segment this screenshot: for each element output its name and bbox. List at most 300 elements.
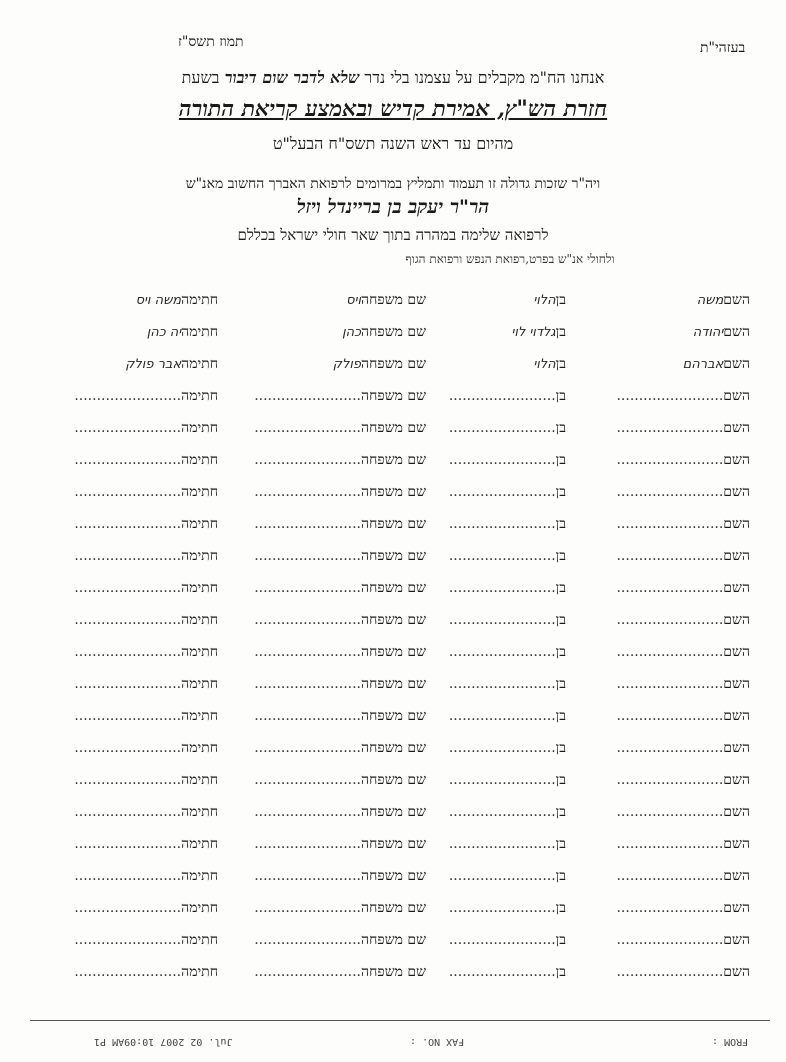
father-name-field-label: בן — [555, 708, 566, 724]
family-name-field[interactable] — [254, 580, 426, 597]
father-name-field-value: ........................ — [448, 388, 556, 404]
father-name-field[interactable] — [449, 388, 566, 405]
signature-field-label: חתימה — [181, 708, 218, 724]
family-name-field[interactable] — [254, 516, 426, 533]
signature-field-value: אבר פולק — [125, 357, 182, 372]
form-row — [0, 324, 786, 348]
signature-field-label: חתימה — [181, 676, 218, 692]
name-field-value: ........................ — [616, 484, 724, 500]
name-field-label: השם — [723, 964, 750, 980]
family-name-field-value: ........................ — [254, 516, 362, 532]
name-field-label: השם — [723, 900, 750, 916]
father-name-field[interactable] — [449, 516, 566, 533]
name-field[interactable] — [616, 548, 750, 565]
family-name-field-value: ........................ — [254, 580, 362, 596]
family-name-field-label: שם משפחה — [361, 452, 426, 468]
name-field-value: ........................ — [616, 772, 724, 788]
signature-field-value: ........................ — [74, 740, 182, 756]
signature-field-label: חתימה — [181, 420, 218, 436]
father-name-field-value: ........................ — [448, 420, 556, 436]
dedication-line: ויה"ר שזכות גדולה זו תעמוד ותמליץ במרומים לרפואת האברך החשוב מאנ"ש — [185, 176, 601, 192]
signature-field-label: חתימה — [181, 964, 218, 980]
header-bsd: בעזהי"ת — [700, 40, 746, 56]
signature-field-value: ........................ — [74, 932, 182, 948]
form-row — [0, 644, 786, 668]
father-name-field[interactable] — [533, 356, 566, 373]
father-name-field-label: בן — [555, 772, 566, 788]
family-name-field-label: שם משפחה — [361, 900, 426, 916]
father-name-field[interactable] — [449, 804, 566, 821]
name-field-label: השם — [723, 420, 750, 436]
father-name-field[interactable] — [449, 452, 566, 469]
father-name-field-value: ........................ — [448, 740, 556, 756]
father-name-field-value: ........................ — [448, 836, 556, 852]
family-name-field-value: ........................ — [254, 548, 362, 564]
family-name-field[interactable] — [254, 548, 426, 565]
name-field-label: השם — [723, 868, 750, 884]
name-field-label: השם — [723, 676, 750, 692]
father-name-field-value: ........................ — [448, 708, 556, 724]
form-row — [0, 420, 786, 444]
father-name-field-value: ........................ — [448, 868, 556, 884]
name-field-value: אברהם — [682, 357, 724, 372]
name-field-label: השם — [723, 804, 750, 820]
name-field-value: ........................ — [616, 452, 724, 468]
family-name-field[interactable] — [333, 356, 426, 373]
family-name-field[interactable] — [254, 900, 426, 917]
family-name-field-value: כהן — [342, 325, 362, 340]
name-field-label: השם — [723, 388, 750, 404]
name-field[interactable] — [616, 452, 750, 469]
signature-field-value: ........................ — [74, 580, 182, 596]
family-name-field[interactable] — [254, 484, 426, 501]
name-field-value: יהודה — [692, 325, 724, 340]
name-field[interactable] — [616, 932, 750, 949]
fax-datetime: Jul. 02 2007 10:09AM P1 — [94, 1036, 233, 1047]
father-name-field[interactable] — [449, 484, 566, 501]
father-name-field[interactable] — [449, 836, 566, 853]
form-row — [0, 900, 786, 924]
family-name-field[interactable] — [254, 420, 426, 437]
name-field[interactable] — [616, 612, 750, 629]
signature-field-value: ........................ — [74, 804, 182, 820]
name-field[interactable] — [616, 836, 750, 853]
father-name-field[interactable] — [449, 644, 566, 661]
healing-line-2: ולחולי אנ"ש בפרט,רפואת הנפש ורפואת הגוף — [405, 252, 615, 266]
form-row — [0, 484, 786, 508]
form-row — [0, 452, 786, 476]
name-field[interactable] — [616, 708, 750, 725]
signature-field-value: ........................ — [74, 964, 182, 980]
name-field-value: ........................ — [616, 836, 724, 852]
father-name-field-value: ........................ — [448, 612, 556, 628]
fax-from: FROM : — [712, 1036, 749, 1047]
father-name-field-label: בן — [555, 356, 566, 372]
signature-field[interactable] — [147, 324, 218, 341]
form-row — [0, 772, 786, 796]
father-name-field-value: ........................ — [448, 644, 556, 660]
father-name-field-label: בן — [555, 900, 566, 916]
father-name-field[interactable] — [511, 324, 566, 341]
father-name-field[interactable] — [449, 964, 566, 981]
family-name-field-label: שם משפחה — [361, 836, 426, 852]
signature-field[interactable] — [74, 388, 218, 405]
signature-field-label: חתימה — [181, 388, 218, 404]
father-name-field-label: בן — [555, 452, 566, 468]
form-row — [0, 580, 786, 604]
name-field[interactable] — [616, 804, 750, 821]
name-field-value: ........................ — [616, 964, 724, 980]
name-field[interactable] — [697, 292, 750, 309]
father-name-field-value: ........................ — [448, 452, 556, 468]
name-field-label: השם — [723, 516, 750, 532]
father-name-field-label: בן — [555, 644, 566, 660]
signature-field[interactable] — [136, 292, 218, 309]
family-name-field-label: שם משפחה — [361, 484, 426, 500]
family-name-field[interactable] — [254, 868, 426, 885]
signature-field[interactable] — [74, 644, 218, 661]
father-name-field-label: בן — [555, 612, 566, 628]
signature-field-label: חתימה — [181, 836, 218, 852]
form-row — [0, 676, 786, 700]
declaration-title: חזרת הש"ץ, אמירת קדיש ובאמצע קריאת התורה — [178, 96, 608, 122]
father-name-field-label: בן — [555, 292, 566, 308]
family-name-field-value: ........................ — [254, 420, 362, 436]
footer-divider — [30, 1020, 770, 1021]
family-name-field-value: ויס — [346, 293, 362, 308]
name-field[interactable] — [616, 644, 750, 661]
signature-field-value: ........................ — [74, 452, 182, 468]
family-name-field[interactable] — [254, 388, 426, 405]
father-name-field[interactable] — [449, 676, 566, 693]
name-field[interactable] — [616, 420, 750, 437]
name-field[interactable] — [616, 900, 750, 917]
name-field[interactable] — [616, 772, 750, 789]
signature-field[interactable] — [74, 548, 218, 565]
name-field[interactable] — [616, 868, 750, 885]
signature-field[interactable] — [125, 356, 218, 373]
name-field-value: ........................ — [616, 548, 724, 564]
name-field-value: ........................ — [616, 388, 724, 404]
dedication-name: הר"ר יעקב בן בריינדל ויזל — [296, 196, 490, 218]
signature-field-label: חתימה — [181, 356, 218, 372]
signature-field-value: ........................ — [74, 612, 182, 628]
name-field-label: השם — [723, 644, 750, 660]
family-name-field[interactable] — [254, 772, 426, 789]
declaration-line-1-end: בשעת — [181, 68, 220, 87]
signature-field-value: משה ויס — [135, 293, 182, 308]
father-name-field-value: ........................ — [448, 580, 556, 596]
father-name-field[interactable] — [449, 708, 566, 725]
name-field-value: ........................ — [616, 932, 724, 948]
father-name-field-value: ........................ — [448, 516, 556, 532]
name-field[interactable] — [616, 388, 750, 405]
family-name-field-label: שם משפחה — [361, 644, 426, 660]
signature-field-label: חתימה — [181, 548, 218, 564]
name-field[interactable] — [616, 676, 750, 693]
name-field-value: ........................ — [616, 580, 724, 596]
signature-field-label: חתימה — [181, 804, 218, 820]
family-name-field-value: ........................ — [254, 388, 362, 404]
father-name-field-value: ........................ — [448, 900, 556, 916]
signature-field[interactable] — [74, 964, 218, 981]
fax-number: FAX NO. : — [410, 1036, 465, 1047]
family-name-field[interactable] — [254, 964, 426, 981]
signature-field[interactable] — [74, 676, 218, 693]
father-name-field-label: בן — [555, 324, 566, 340]
name-field-label: השם — [723, 836, 750, 852]
name-field-label: השם — [723, 740, 750, 756]
name-field-label: השם — [723, 324, 750, 340]
name-field-value: ........................ — [616, 868, 724, 884]
signature-field[interactable] — [74, 516, 218, 533]
family-name-field-value: ........................ — [254, 484, 362, 500]
healing-line: לרפואה שלימה במהרה בתוך שאר חולי ישראל בכללם — [237, 226, 549, 244]
family-name-field-label: שם משפחה — [361, 580, 426, 596]
father-name-field-value: ........................ — [448, 964, 556, 980]
family-name-field-value: ........................ — [254, 836, 362, 852]
family-name-field-label: שם משפחה — [361, 356, 426, 372]
family-name-field-label: שם משפחה — [361, 516, 426, 532]
father-name-field-label: בן — [555, 548, 566, 564]
father-name-field[interactable] — [533, 292, 566, 309]
signature-field-value: ........................ — [74, 420, 182, 436]
family-name-field-label: שם משפחה — [361, 548, 426, 564]
family-name-field-label: שם משפחה — [361, 804, 426, 820]
name-field-value: משה — [696, 293, 724, 308]
form-row — [0, 740, 786, 764]
name-field-label: השם — [723, 932, 750, 948]
father-name-field[interactable] — [449, 932, 566, 949]
signature-field[interactable] — [74, 612, 218, 629]
signature-field[interactable] — [74, 900, 218, 917]
signature-field[interactable] — [74, 772, 218, 789]
father-name-field-value: הלוי — [533, 357, 556, 372]
form-row — [0, 964, 786, 988]
signature-field[interactable] — [74, 580, 218, 597]
signature-field-label: חתימה — [181, 868, 218, 884]
form-row — [0, 708, 786, 732]
declaration-period: מהיום עד ראש השנה תשס"ח הבעל"ט — [272, 134, 514, 153]
signature-field[interactable] — [74, 708, 218, 725]
name-field-label: השם — [723, 484, 750, 500]
father-name-field-label: בן — [555, 868, 566, 884]
signature-field[interactable] — [74, 484, 218, 501]
signature-field[interactable] — [74, 740, 218, 757]
family-name-field[interactable] — [254, 932, 426, 949]
father-name-field-value: ........................ — [448, 932, 556, 948]
father-name-field-value: ........................ — [448, 804, 556, 820]
form-row — [0, 612, 786, 636]
name-field-value: ........................ — [616, 804, 724, 820]
signature-field-value: ........................ — [74, 772, 182, 788]
family-name-field[interactable] — [254, 836, 426, 853]
family-name-field-value: ........................ — [254, 804, 362, 820]
signature-field[interactable] — [74, 804, 218, 821]
name-field-value: ........................ — [616, 644, 724, 660]
signature-field-label: חתימה — [181, 772, 218, 788]
form-row — [0, 548, 786, 572]
name-field-value: ........................ — [616, 900, 724, 916]
signature-field-value: יה כהן — [146, 325, 182, 340]
family-name-field[interactable] — [254, 676, 426, 693]
signature-field-label: חתימה — [181, 740, 218, 756]
name-field[interactable] — [616, 580, 750, 597]
family-name-field-label: שם משפחה — [361, 868, 426, 884]
signature-field-value: ........................ — [74, 548, 182, 564]
family-name-field[interactable] — [254, 804, 426, 821]
father-name-field-label: בן — [555, 388, 566, 404]
father-name-field[interactable] — [449, 580, 566, 597]
family-name-field-value: ........................ — [254, 644, 362, 660]
family-name-field[interactable] — [342, 324, 426, 341]
family-name-field-value: פולק — [332, 357, 362, 372]
signature-field-label: חתימה — [181, 932, 218, 948]
father-name-field-label: בן — [555, 932, 566, 948]
father-name-field[interactable] — [449, 612, 566, 629]
signature-field-label: חתימה — [181, 484, 218, 500]
form-row — [0, 292, 786, 316]
name-field-label: השם — [723, 580, 750, 596]
father-name-field-label: בן — [555, 676, 566, 692]
father-name-field-value: גלדוי לוי — [511, 325, 556, 340]
family-name-field[interactable] — [254, 452, 426, 469]
father-name-field[interactable] — [449, 740, 566, 757]
family-name-field-label: שם משפחה — [361, 964, 426, 980]
family-name-field-label: שם משפחה — [361, 612, 426, 628]
father-name-field[interactable] — [449, 420, 566, 437]
father-name-field[interactable] — [449, 548, 566, 565]
father-name-field[interactable] — [449, 900, 566, 917]
name-field[interactable] — [616, 516, 750, 533]
signature-field-label: חתימה — [181, 324, 218, 340]
name-field-label: השם — [723, 708, 750, 724]
name-field-label: השם — [723, 292, 750, 308]
declaration-line-1 — [0, 68, 786, 88]
signature-field[interactable] — [74, 420, 218, 437]
father-name-field-value: ........................ — [448, 676, 556, 692]
father-name-field-label: בן — [555, 580, 566, 596]
father-name-field-label: בן — [555, 804, 566, 820]
name-field[interactable] — [683, 356, 750, 373]
signature-field-value: ........................ — [74, 484, 182, 500]
signature-field-value: ........................ — [74, 868, 182, 884]
name-field-value: ........................ — [616, 740, 724, 756]
father-name-field-label: בן — [555, 964, 566, 980]
signature-field-value: ........................ — [74, 676, 182, 692]
name-field-label: השם — [723, 452, 750, 468]
family-name-field-label: שם משפחה — [361, 292, 426, 308]
father-name-field-label: בן — [555, 484, 566, 500]
family-name-field[interactable] — [254, 708, 426, 725]
form-row — [0, 932, 786, 956]
form-row — [0, 804, 786, 828]
signature-field-value: ........................ — [74, 836, 182, 852]
father-name-field-label: בן — [555, 516, 566, 532]
signature-field-value: ........................ — [74, 388, 182, 404]
signature-field-value: ........................ — [74, 516, 182, 532]
father-name-field-value: ........................ — [448, 772, 556, 788]
signature-field-label: חתימה — [181, 644, 218, 660]
family-name-field-label: שם משפחה — [361, 932, 426, 948]
family-name-field[interactable] — [254, 644, 426, 661]
father-name-field-label: בן — [555, 420, 566, 436]
signature-field-label: חתימה — [181, 292, 218, 308]
family-name-field[interactable] — [254, 612, 426, 629]
family-name-field-label: שם משפחה — [361, 388, 426, 404]
name-field-label: השם — [723, 612, 750, 628]
family-name-field-value: ........................ — [254, 868, 362, 884]
name-field-value: ........................ — [616, 516, 724, 532]
family-name-field-label: שם משפחה — [361, 708, 426, 724]
signature-field-label: חתימה — [181, 516, 218, 532]
father-name-field-label: בן — [555, 740, 566, 756]
declaration-line-1-start: אנחנו הח"מ מקבלים על עצמנו בלי נדר — [364, 68, 605, 87]
family-name-field-value: ........................ — [254, 964, 362, 980]
signature-field[interactable] — [74, 868, 218, 885]
name-field-value: ........................ — [616, 676, 724, 692]
family-name-field-label: שם משפחה — [361, 740, 426, 756]
family-name-field-label: שם משפחה — [361, 676, 426, 692]
family-name-field-value: ........................ — [254, 740, 362, 756]
father-name-field[interactable] — [449, 868, 566, 885]
form-row — [0, 868, 786, 892]
family-name-field-value: ........................ — [254, 612, 362, 628]
father-name-field-value: ........................ — [448, 548, 556, 564]
father-name-field-label: בן — [555, 836, 566, 852]
name-field[interactable] — [616, 740, 750, 757]
signature-field-label: חתימה — [181, 452, 218, 468]
family-name-field[interactable] — [346, 292, 426, 309]
header-date: תמוז תשס"ז — [178, 34, 244, 50]
name-field-label: השם — [723, 772, 750, 788]
family-name-field[interactable] — [254, 740, 426, 757]
signature-field-value: ........................ — [74, 708, 182, 724]
form-row — [0, 836, 786, 860]
father-name-field-value: הלוי — [533, 293, 556, 308]
family-name-field-value: ........................ — [254, 932, 362, 948]
name-field[interactable] — [693, 324, 750, 341]
signature-field[interactable] — [74, 836, 218, 853]
form-row — [0, 516, 786, 540]
signature-field[interactable] — [74, 932, 218, 949]
form-row — [0, 388, 786, 412]
family-name-field-label: שם משפחה — [361, 324, 426, 340]
name-field[interactable] — [616, 964, 750, 981]
name-field-label: השם — [723, 548, 750, 564]
family-name-field-value: ........................ — [254, 452, 362, 468]
signature-field-value: ........................ — [74, 900, 182, 916]
signature-field-value: ........................ — [74, 644, 182, 660]
father-name-field-value: ........................ — [448, 484, 556, 500]
family-name-field-label: שם משפחה — [361, 772, 426, 788]
declaration-line-1-emphasis: שלא לדבר שום דיבור — [224, 68, 360, 87]
name-field-value: ........................ — [616, 612, 724, 628]
name-field-value: ........................ — [616, 708, 724, 724]
signature-field-label: חתימה — [181, 580, 218, 596]
name-field[interactable] — [616, 484, 750, 501]
family-name-field-value: ........................ — [254, 772, 362, 788]
family-name-field-value: ........................ — [254, 708, 362, 724]
father-name-field[interactable] — [449, 772, 566, 789]
name-field-label: השם — [723, 356, 750, 372]
family-name-field-value: ........................ — [254, 676, 362, 692]
family-name-field-value: ........................ — [254, 900, 362, 916]
signature-field-label: חתימה — [181, 900, 218, 916]
form-row — [0, 356, 786, 380]
signature-field[interactable] — [74, 452, 218, 469]
name-field-value: ........................ — [616, 420, 724, 436]
